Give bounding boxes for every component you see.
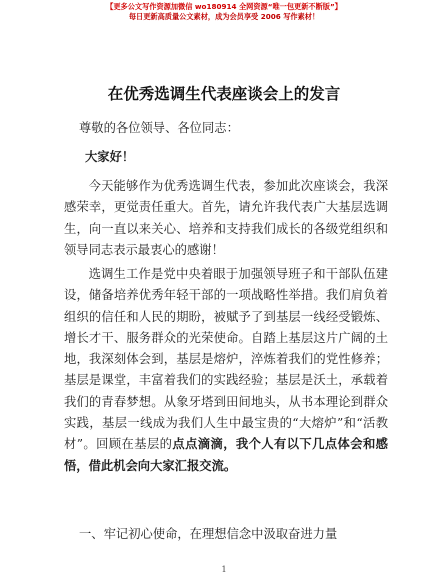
paragraph-1: 今天能够作为优秀选调生代表，参加此次座谈会，我深感荣幸，更觉责任重大。首先，请允许我代表广大基层选调生，向一直以来关心、培养和支持我们成长的各级党组织和领导同志表示最衷心的感谢！ [64,179,388,257]
greeting: 大家好！ [85,150,135,164]
promo-banner [0,2,448,22]
section-heading-1: 一、牢记初心使命，在理想信念中汲取奋进力量 [79,527,338,541]
paragraph-2 [64,264,388,477]
page-number: 1 [221,565,227,574]
banner-line-1: 【更多公文写作资源加微信 wo180914 全网资源“唯一包更新不断版”】 [106,2,342,11]
salutation: 尊敬的各位领导、各位同志： [79,121,239,135]
banner-line-2: 每日更新高质量公文素材，成为会员享受 2006 写作素材！ [128,12,320,21]
document-title: 在优秀选调生代表座谈会上的发言 [107,85,341,103]
paragraph-2-text: 选调生工作是党中央着眼于加强领导班子和干部队伍建设，储备培养优秀年轻干部的一项战略性举措。我们肩负着组织的信任和人民的期盼，被赋予了到基层一线经受锻炼、增长才干、服务群众的光荣使命。自踏上基层这片广阔的土地，我深刻体会到，基层是熔炉，淬炼着我们的党性修养；基层是课堂，丰富着我们的实践经验；基层是沃土，承载着我们的青春梦想。从象牙塔到田间地头，从书本理论到群众实践，基层一线成为我们人生中最宝贵的“大熔炉”和“活教材”。回顾在基层的 [64,267,388,452]
paragraph-2-bold-text: 点点滴滴，我个人有以下几点体会和感悟，借此机会向大家汇报交流。 [64,437,388,473]
